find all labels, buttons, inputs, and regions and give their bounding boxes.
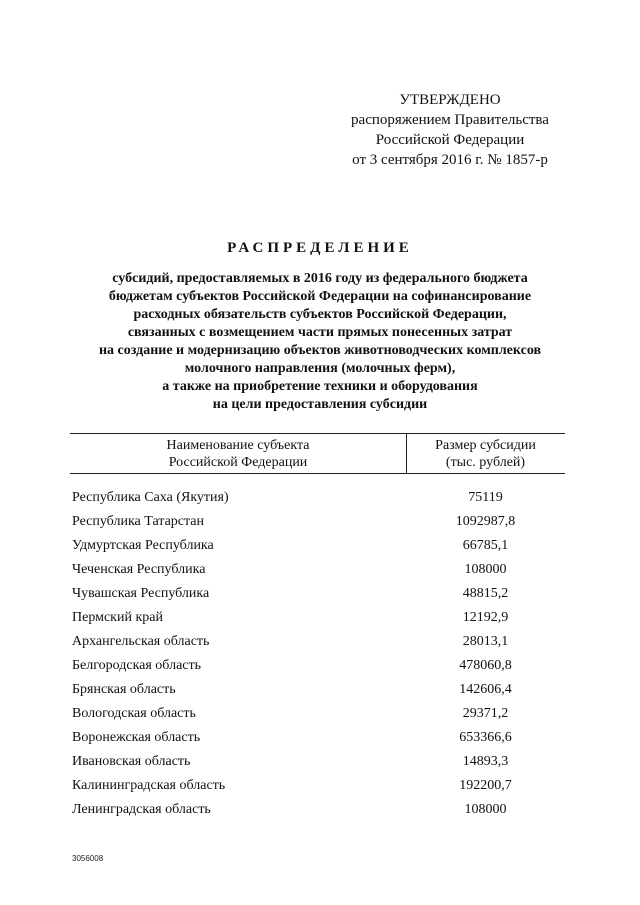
subsidy-value: 29371,2 (462, 706, 509, 721)
table-body (70, 486, 565, 822)
header-subsidy-amount-line-1: Размер субсидии (435, 438, 536, 453)
document-heading (40, 238, 600, 414)
header-subsidy-amount (406, 437, 565, 471)
heading-line-2: бюджетам субъектов Российской Федерации на софинансирование (108, 289, 532, 304)
region-name: Брянская область (72, 682, 176, 697)
subsidy-value: 108000 (464, 562, 507, 577)
subsidy-value: 75119 (468, 490, 503, 505)
table-row (70, 678, 565, 702)
heading-line-7: а также на приобретение техники и оборудования (162, 379, 478, 394)
region-name: Чеченская Республика (72, 562, 206, 577)
header-bottom-rule (70, 473, 565, 474)
table-row (70, 510, 565, 534)
approval-line-4: от 3 сентября 2016 г. № 1857-р (352, 152, 548, 168)
header-subsidy-amount-line-2: (тыс. рублей) (445, 455, 526, 470)
subsidy-value: 192200,7 (459, 778, 512, 793)
subsidy-value: 12192,9 (462, 610, 509, 625)
heading-line-6: молочного направления (молочных ферм), (184, 361, 456, 376)
subsidy-table (70, 433, 565, 817)
subsidy-value: 66785,1 (462, 538, 509, 553)
table-row (70, 774, 565, 798)
table-row (70, 750, 565, 774)
table-row (70, 654, 565, 678)
table-header (70, 433, 565, 474)
table-row (70, 630, 565, 654)
heading-line-8: на цели предоставления субсидии (212, 397, 428, 412)
table-row (70, 582, 565, 606)
region-name: Вологодская область (72, 706, 196, 721)
header-region-name (70, 437, 406, 471)
subsidy-value: 48815,2 (462, 586, 509, 601)
subsidy-value: 653366,6 (459, 730, 512, 745)
subsidy-value: 28013,1 (462, 634, 509, 649)
subsidy-value: 142606,4 (459, 682, 512, 697)
document-title: РАСПРЕДЕЛЕНИЕ (227, 240, 413, 256)
region-name: Пермский край (72, 610, 163, 625)
table-row (70, 702, 565, 726)
subsidy-value: 478060,8 (459, 658, 512, 673)
header-region-name-line-2: Российской Федерации (168, 455, 308, 470)
header-region-name-line-1: Наименование субъекта (166, 438, 310, 453)
heading-line-5: на создание и модернизацию объектов животноводческих комплексов (98, 343, 542, 358)
table-row (70, 486, 565, 510)
region-name: Белгородская область (72, 658, 202, 673)
region-name: Калининградская область (72, 778, 226, 793)
region-name: Воронежская область (72, 730, 201, 745)
table-row (70, 798, 565, 822)
region-name: Чувашская Республика (72, 586, 210, 601)
table-row (70, 558, 565, 582)
subsidy-value: 1092987,8 (455, 514, 516, 529)
approval-block (330, 90, 570, 170)
region-name: Республика Татарстан (72, 514, 205, 529)
approval-title: УТВЕРЖДЕНО (399, 92, 501, 108)
subsidy-value: 108000 (464, 802, 507, 817)
heading-line-3: расходных обязательств субъектов Российской Федерации, (133, 307, 507, 322)
region-name: Ленинградская область (72, 802, 211, 817)
table-row (70, 534, 565, 558)
table-row (70, 606, 565, 630)
region-name: Республика Саха (Якутия) (72, 490, 229, 505)
table-row (70, 726, 565, 750)
approval-line-2: распоряжением Правительства (351, 112, 549, 128)
heading-line-4: связанных с возмещением части прямых понесенных затрат (127, 325, 513, 340)
region-name: Удмуртская Республика (72, 538, 214, 553)
heading-line-1: субсидий, предоставляемых в 2016 году из федерального бюджета (112, 271, 528, 286)
document-number: 3056008 (72, 854, 104, 863)
region-name: Архангельская область (72, 634, 210, 649)
subsidy-value: 14893,3 (462, 754, 509, 769)
region-name: Ивановская область (72, 754, 191, 769)
approval-line-3: Российской Федерации (375, 132, 525, 148)
